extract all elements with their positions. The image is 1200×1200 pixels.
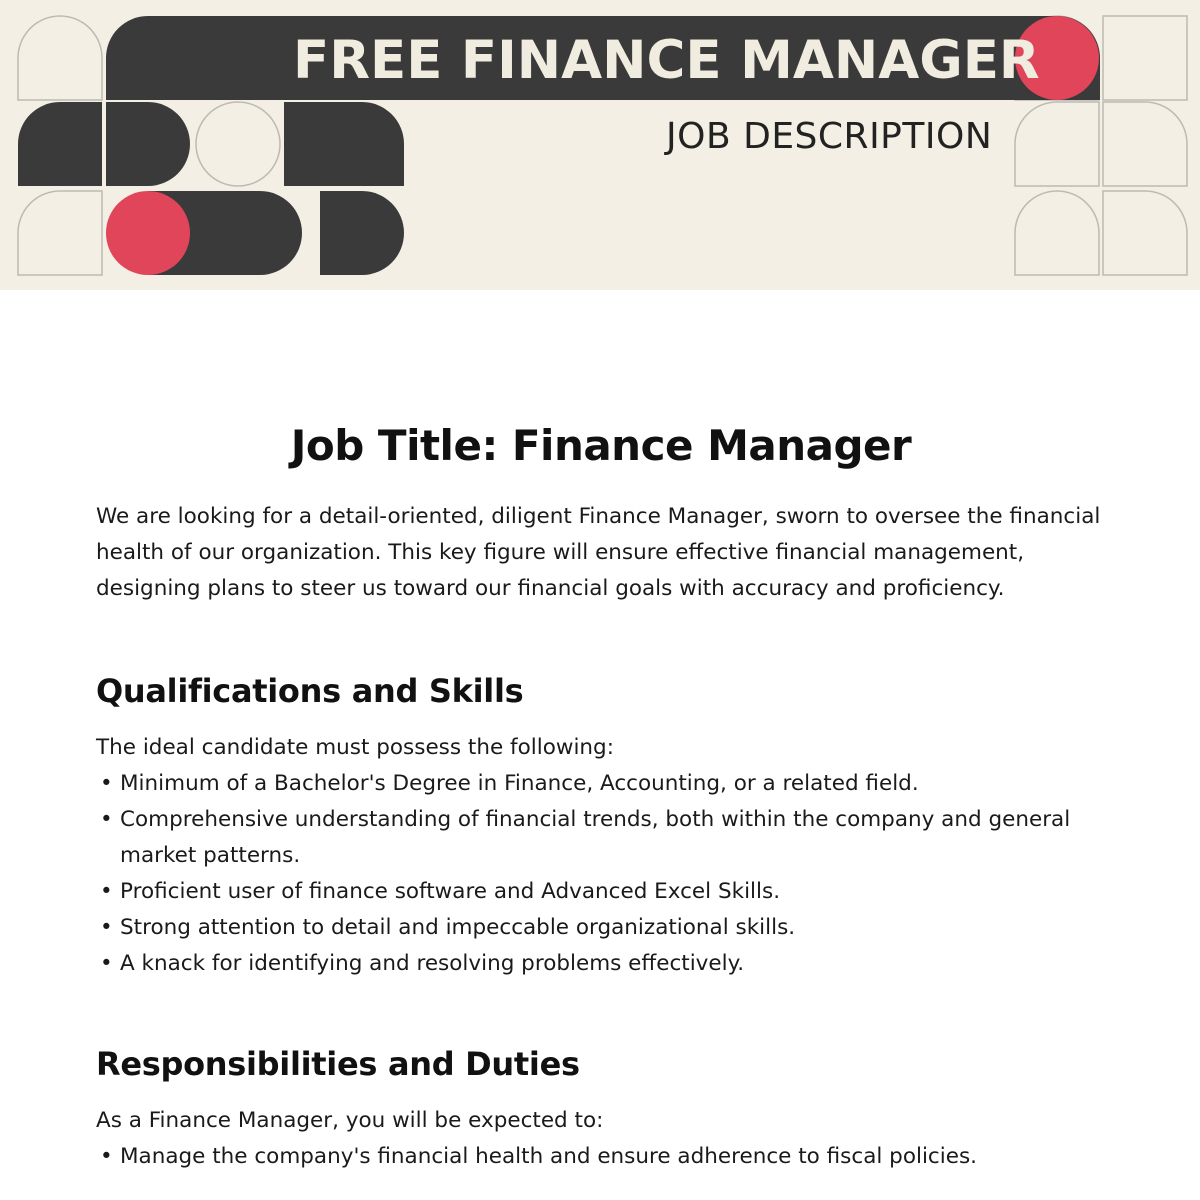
outline-shape-left-circle (196, 102, 280, 186)
document-body (96, 415, 1106, 1175)
dark-shape-5 (320, 191, 404, 275)
outline-shape-r2 (1103, 16, 1187, 100)
list-item: • A knack for identifying and resolving problems effectively. (96, 946, 1106, 982)
responsibilities-lead: As a Finance Manager, you will be expected to: (96, 1108, 604, 1133)
outline-shape-r5 (1015, 191, 1099, 275)
qualifications-list (96, 766, 1106, 982)
qualifications-heading: Qualifications and Skills (96, 672, 524, 710)
banner-subtitle: JOB DESCRIPTION (666, 116, 993, 157)
dark-shape-2 (106, 102, 190, 186)
responsibilities-section (96, 1041, 1106, 1175)
outline-shape-bl (18, 191, 102, 275)
dark-shape-3 (284, 102, 404, 186)
dark-shape-1 (18, 102, 102, 186)
accent-circle-bottom (106, 191, 190, 275)
list-item: • Minimum of a Bachelor's Degree in Finance, Accounting, or a related field. (96, 766, 1106, 802)
qualifications-lead: The ideal candidate must possess the following: (96, 735, 614, 760)
job-title: Job Title: Finance Manager (290, 421, 912, 470)
outline-shape-tl (18, 16, 102, 100)
list-item: • Proficient user of finance software and Advanced Excel Skills. (96, 874, 1106, 910)
list-item: • Manage the company's financial health and ensure adherence to fiscal policies. (96, 1139, 1106, 1175)
outline-shape-r6 (1103, 191, 1187, 275)
list-item: • Strong attention to detail and impeccable organizational skills. (96, 910, 1106, 946)
intro-paragraph: We are looking for a detail-oriented, diligent Finance Manager, sworn to oversee the financial health of our organization. This key figure will ensure effective financial management, designing plans to steer us toward our financial goals with accuracy and proficiency. (96, 504, 1101, 601)
list-item: • Comprehensive understanding of financial trends, both within the company and general market patterns. (96, 802, 1106, 874)
outline-shape-r4 (1103, 102, 1187, 186)
responsibilities-list (96, 1139, 1106, 1175)
qualifications-section (96, 668, 1106, 982)
responsibilities-heading: Responsibilities and Duties (96, 1045, 580, 1083)
banner-title: FREE FINANCE MANAGER (293, 30, 1040, 91)
header-banner (0, 0, 1200, 290)
outline-shape-r3 (1015, 102, 1099, 186)
